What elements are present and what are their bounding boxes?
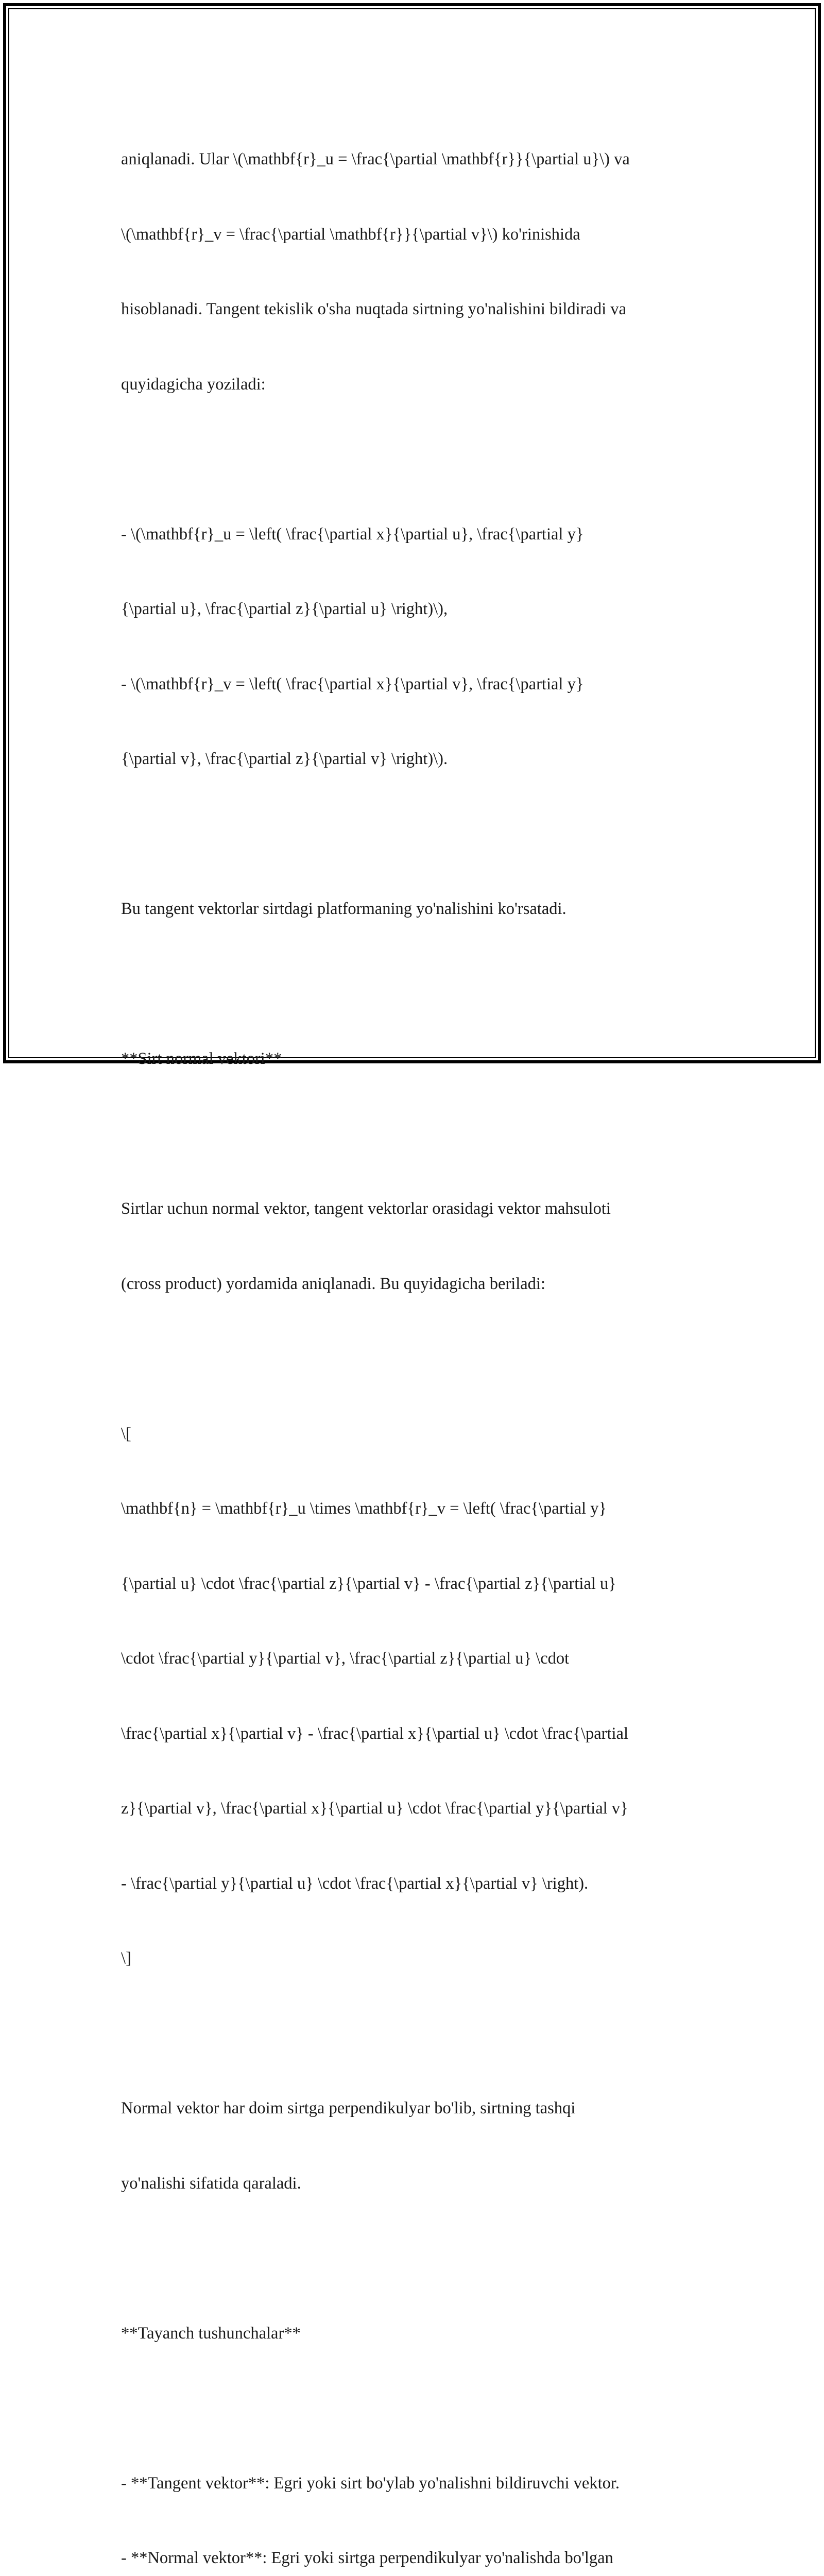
- text-line: - \(\mathbf{r}_u = \left( \frac{\partial x}{\partial u}, \frac{\partial y}: [121, 522, 703, 547]
- text-line: hisoblanadi. Tangent tekislik o'sha nuqtada sirtning yo'nalishini bildiradi va: [121, 297, 703, 322]
- text-line: \]: [121, 1946, 703, 1971]
- text-line: \frac{\partial x}{\partial v} - \frac{\partial x}{\partial u} \cdot \frac{\partial: [121, 1721, 703, 1747]
- text-line: - **Normal vektor**: Egri yoki sirtga perpendikulyar yo'nalishda bo'lgan: [121, 2546, 703, 2571]
- text-line: \(\mathbf{r}_v = \frac{\partial \mathbf{r}}{\partial v}\) ko'rinishida: [121, 222, 703, 247]
- text-line: \[: [121, 1421, 703, 1447]
- text-line: - \frac{\partial y}{\partial u} \cdot \frac{\partial x}{\partial v} \right).: [121, 1871, 703, 1896]
- text-line: {\partial v}, \frac{\partial z}{\partial v} \right)\).: [121, 747, 703, 772]
- key-concepts-list: [121, 2421, 703, 2576]
- paragraph-normal-intro: [121, 1146, 703, 1346]
- text-line: yo'nalishi sifatida qaraladi.: [121, 2171, 703, 2196]
- text-line: \cdot \frac{\partial y}{\partial v}, \frac{\partial z}{\partial u} \cdot: [121, 1646, 703, 1671]
- text-line: Sirtlar uchun normal vektor, tangent vektorlar orasidagi vektor mahsuloti: [121, 1196, 703, 1222]
- text-line: {\partial u} \cdot \frac{\partial z}{\partial v} - \frac{\partial z}{\partial u}: [121, 1571, 703, 1597]
- text-line: (cross product) yordamida aniqlanadi. Bu quyidagicha beriladi:: [121, 1272, 703, 1297]
- normal-vector-formula: [121, 1371, 703, 2021]
- text-line: Bu tangent vektorlar sirtdagi platformaning yo'nalishini ko'rsatadi.: [121, 896, 703, 922]
- heading-key-concepts: [121, 2271, 703, 2396]
- text-line: - \(\mathbf{r}_v = \left( \frac{\partial x}{\partial v}, \frac{\partial y}: [121, 672, 703, 697]
- text-line: z}{\partial v}, \frac{\partial x}{\partial u} \cdot \frac{\partial y}{\partial v}: [121, 1796, 703, 1821]
- paragraph-tangent-vectors-intro: [121, 97, 703, 447]
- tangent-vector-formulas: [121, 472, 703, 822]
- text-line: \mathbf{n} = \mathbf{r}_u \times \mathbf{r}_v = \left( \frac{\partial y}: [121, 1496, 703, 1521]
- heading-surface-normal: [121, 996, 703, 1122]
- text-line: Normal vektor har doim sirtga perpendikulyar bo'lib, sirtning tashqi: [121, 2096, 703, 2121]
- text-line: {\partial u}, \frac{\partial z}{\partial u} \right)\),: [121, 597, 703, 622]
- document-body: [121, 97, 703, 2576]
- text-line: quyidagicha yoziladi:: [121, 372, 703, 397]
- text-line: **Tayanch tushunchalar**: [121, 2321, 703, 2346]
- paragraph-tangent-meaning: [121, 846, 703, 972]
- paragraph-normal-meaning: [121, 2046, 703, 2246]
- text-line: aniqlanadi. Ular \(\mathbf{r}_u = \frac{\partial \mathbf{r}}{\partial u}\) va: [121, 147, 703, 172]
- text-line: **Sirt normal vektori**: [121, 1046, 703, 1072]
- text-line: - **Tangent vektor**: Egri yoki sirt bo'ylab yo'nalishni bildiruvchi vektor.: [121, 2471, 703, 2496]
